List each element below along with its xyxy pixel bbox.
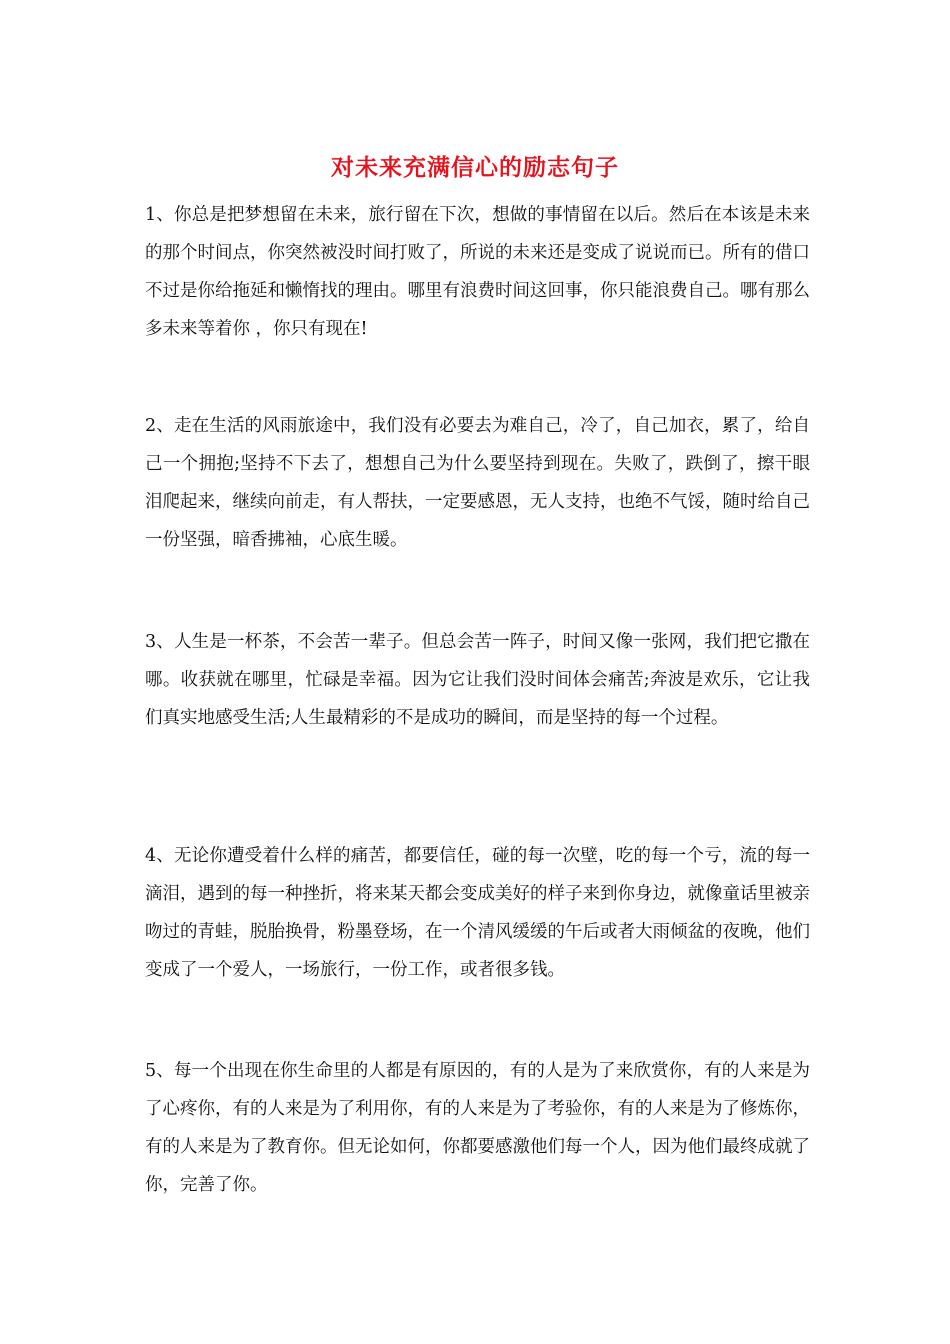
- paragraph-3: 3、人生是一杯茶，不会苦一辈子。但总会苦一阵子，时间又像一张网，我们把它撒在哪。收获就在哪里，忙碌是幸福。因为它让我们没时间体会痛苦;奔波是欢乐，它让我们真实地感受生活;人生最精彩的不是成功的瞬间，而是坚持的每一个过程。: [145, 632, 810, 728]
- paragraph-5: 5、每一个出现在你生命里的人都是有原因的，有的人是为了来欣赏你，有的人来是为了心疼你，有的人来是为了利用你，有的人来是为了考验你，有的人来是为了修炼你，有的人来是为了教育你。但无论如何，你都要感激他们每一个人，因为他们最终成就了你，完善了你。: [145, 1061, 810, 1195]
- page-title: 对未来充满信心的励志句子: [331, 155, 619, 181]
- paragraph-4: 4、无论你遭受着什么样的痛苦，都要信任，碰的每一次壁，吃的每一个亏，流的每一滴泪，遇到的每一种挫折，将来某天都会变成美好的样子来到你身边，就像童话里被亲吻过的青蛙，脱胎换骨，粉墨登场，在一个清风缓缓的午后或者大雨倾盆的夜晚，他们变成了一个爱人，一场旅行，一份工作，或者很多钱。: [145, 846, 810, 980]
- paragraph-2: 2、走在生活的风雨旅途中，我们没有必要去为难自己，冷了，自己加衣，累了，给自己一个拥抱;坚持不下去了，想想自己为什么要坚持到现在。失败了，跌倒了，擦干眼泪爬起来，继续向前走，有人帮扶，一定要感恩，无人支持，也绝不气馁，随时给自己一份坚强，暗香拂袖，心底生暖。: [145, 416, 810, 550]
- paragraph-1: 1、你总是把梦想留在未来，旅行留在下次，想做的事情留在以后。然后在本该是未来的那个时间点，你突然被没时间打败了，所说的未来还是变成了说说而已。所有的借口不过是你给拖延和懒惰找的理由。哪里有浪费时间这回事，你只能浪费自己。哪有那么多未来等着你 ，你只有现在!: [145, 205, 810, 339]
